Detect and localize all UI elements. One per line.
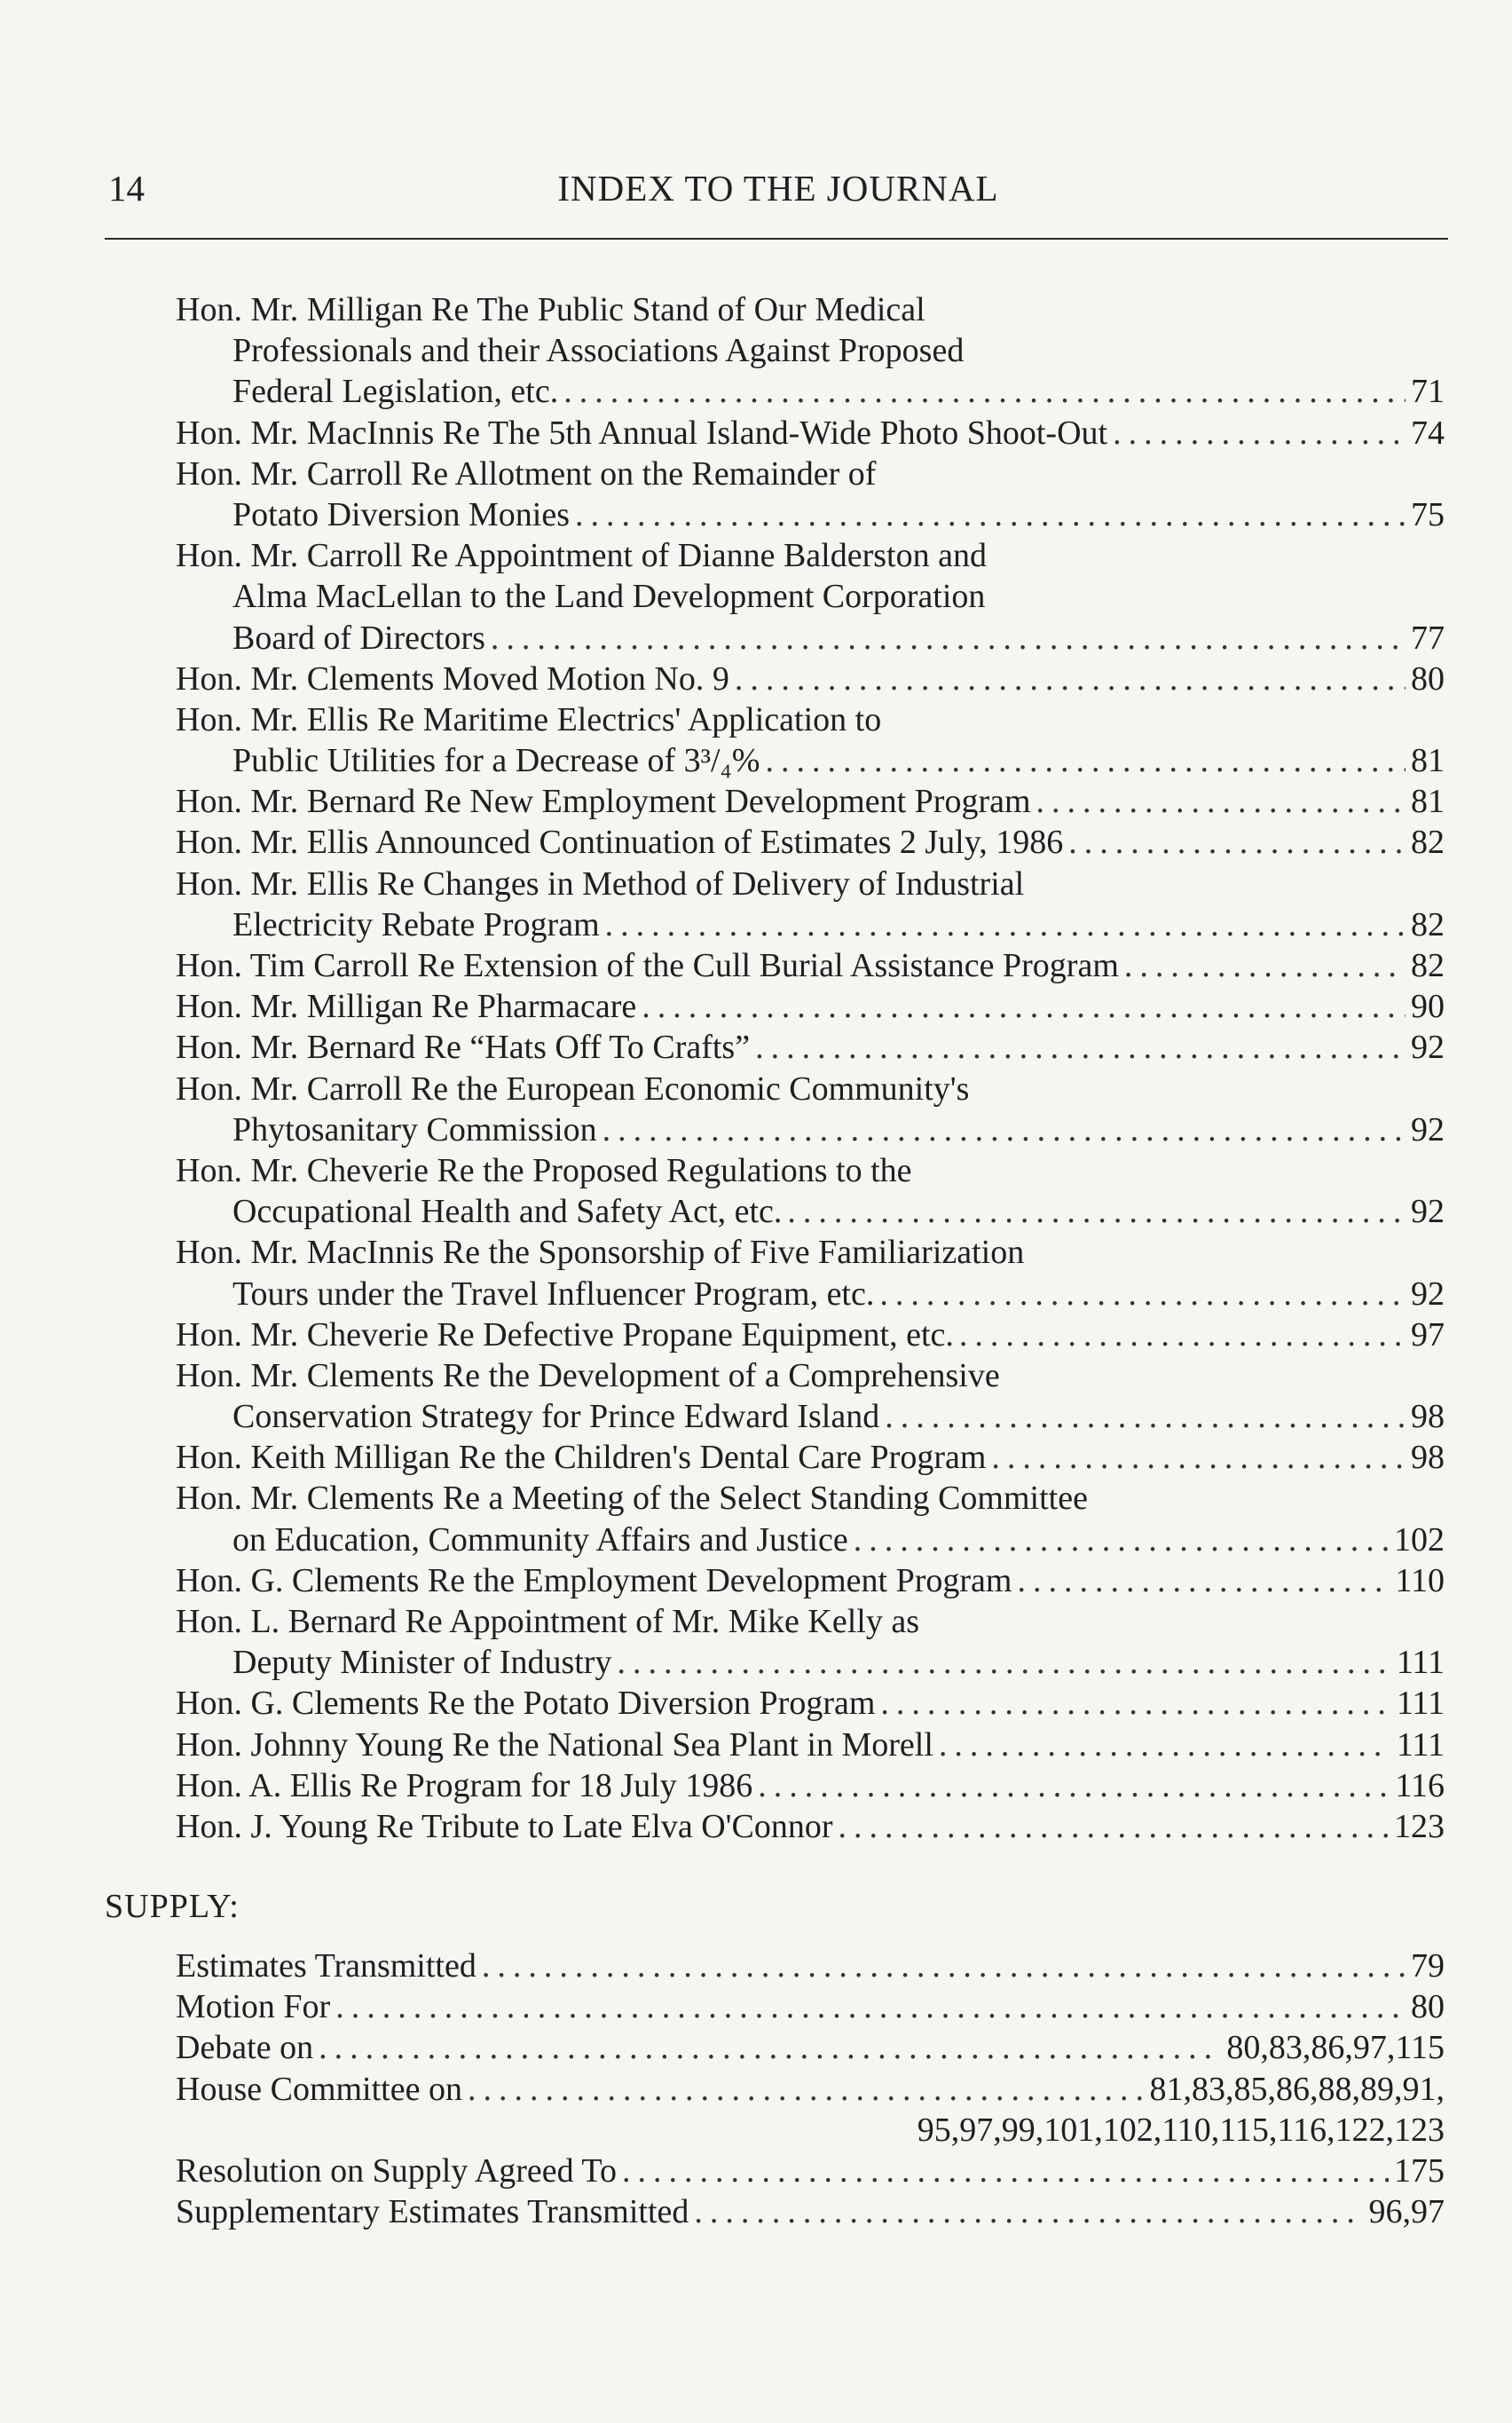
index-entry <box>176 1806 1445 1847</box>
entry-page: 77 <box>1411 619 1445 657</box>
index-entry <box>176 454 1445 535</box>
entry-last-line <box>176 1191 1445 1232</box>
entry-text: Tours under the Travel Influencer Program, etc. <box>232 1275 875 1313</box>
supply-entry <box>176 2191 1445 2232</box>
running-title: INDEX TO THE JOURNAL <box>557 168 999 209</box>
entry-page: 98 <box>1411 1398 1445 1436</box>
entry-line: Hon. Mr. Cheverie Re the Proposed Regulations to the <box>176 1151 912 1189</box>
entry-line: Professionals and their Associations Against Proposed <box>232 332 965 370</box>
entry-text: Hon. Tim Carroll Re Extension of the Cull Burial Assistance Program <box>176 947 1119 984</box>
leader-dots <box>622 2151 1389 2191</box>
entry-text: Hon. Mr. MacInnis Re The 5th Annual Island-Wide Photo Shoot-Out <box>176 414 1108 452</box>
supply-entry <box>176 1986 1445 2027</box>
supply-entry-line <box>176 2069 1445 2110</box>
index-entry <box>176 1069 1445 1150</box>
entry-page: 175 <box>1394 2151 1445 2190</box>
entry-page: 90 <box>1411 988 1445 1026</box>
leader-dots <box>880 1683 1390 1724</box>
leader-dots <box>758 1765 1390 1806</box>
index-entries <box>176 289 1445 1847</box>
leader-dots <box>879 1274 1406 1314</box>
leader-dots <box>885 1396 1406 1437</box>
entry-text: on Education, Community Affairs and Justice <box>232 1520 848 1559</box>
entry-page: 81,83,85,86,88,89,91, <box>1149 2070 1445 2108</box>
supply-entry <box>176 2027 1445 2068</box>
supply-entry-line <box>176 2151 1445 2191</box>
leader-dots <box>605 904 1406 945</box>
entry-page: 116 <box>1395 1766 1445 1804</box>
leader-dots <box>991 1437 1406 1478</box>
index-entry <box>176 1683 1445 1724</box>
leader-dots <box>575 494 1406 535</box>
index-entry <box>176 781 1445 822</box>
leader-dots <box>617 1642 1390 1683</box>
leader-dots <box>1113 413 1406 454</box>
index-entry <box>176 864 1445 945</box>
entry-line: Hon. Mr. MacInnis Re the Sponsorship of Five Familiarization <box>176 1234 1025 1272</box>
entry-text: House Committee on <box>176 2070 462 2108</box>
entry-page: 79 <box>1411 1947 1445 1985</box>
entry-last-line <box>176 1109 1445 1150</box>
entry-page: 80 <box>1411 659 1445 698</box>
entry-page: 111 <box>1396 1644 1445 1682</box>
entry-last-line <box>176 1437 1445 1478</box>
entry-last-line <box>176 740 1445 781</box>
index-entry <box>176 659 1445 699</box>
entry-page: 96,97 <box>1368 2193 1445 2231</box>
entry-text: Hon. G. Clements Re the Employment Development Program <box>176 1561 1012 1599</box>
leader-dots <box>335 1986 1406 2027</box>
entry-page: 111 <box>1396 1725 1445 1764</box>
entry-last-line <box>176 904 1445 945</box>
entry-line: Hon. Mr. Ellis Re Changes in Method of Delivery of Industrial <box>176 864 1025 903</box>
entry-last-line <box>176 1519 1445 1560</box>
supply-entry <box>176 1946 1445 1986</box>
entry-last-line <box>176 945 1445 986</box>
index-entry <box>176 1765 1445 1806</box>
entry-last-line <box>176 1642 1445 1683</box>
entry-page: 75 <box>1411 495 1445 533</box>
entry-text: Deputy Minister of Industry <box>232 1644 612 1682</box>
entry-text: Public Utilities for a Decrease of 3³/₄% <box>232 742 760 780</box>
leader-dots <box>765 740 1406 781</box>
entry-text: Hon. Mr. Milligan Re Pharmacare <box>176 988 637 1026</box>
index-entry <box>176 945 1445 986</box>
entry-page: 82 <box>1411 824 1445 862</box>
index-entry <box>176 1232 1445 1314</box>
entry-text: Phytosanitary Commission <box>232 1110 597 1148</box>
entry-page: 97 <box>1411 1315 1445 1354</box>
page-header <box>108 167 1448 217</box>
entry-text: Hon. Mr. Clements Moved Motion No. 9 <box>176 659 729 698</box>
leader-dots <box>755 1027 1406 1068</box>
index-entry <box>176 1560 1445 1601</box>
entry-page: 81 <box>1411 783 1445 821</box>
leader-dots <box>854 1519 1389 1560</box>
index-entry <box>176 1355 1445 1437</box>
index-entry <box>176 1314 1445 1355</box>
entry-text: Board of Directors <box>232 619 485 657</box>
entry-line: Hon. Mr. Ellis Re Maritime Electrics' Application to <box>176 700 882 738</box>
leader-dots <box>563 371 1406 412</box>
entry-page: 92 <box>1411 1029 1445 1067</box>
supply-entry-line <box>176 1946 1445 1986</box>
entry-page: 92 <box>1411 1193 1445 1231</box>
entry-page: 82 <box>1411 905 1445 943</box>
supply-entry-line <box>176 2191 1445 2232</box>
entry-line: Alma MacLellan to the Land Development Corporation <box>232 578 986 616</box>
entry-last-line <box>176 618 1445 659</box>
leader-dots <box>319 2027 1221 2068</box>
leader-dots <box>694 2191 1363 2232</box>
leader-dots <box>602 1109 1406 1150</box>
index-entry <box>176 1437 1445 1478</box>
entry-text: Hon. Mr. Cheverie Re Defective Propane Equipment, etc. <box>176 1315 954 1354</box>
entry-last-line <box>176 1274 1445 1314</box>
entry-text: Federal Legislation, etc. <box>232 373 559 411</box>
entry-text: Resolution on Supply Agreed To <box>176 2151 617 2190</box>
entry-text: Hon. Keith Milligan Re the Children's Dental Care Program <box>176 1439 987 1477</box>
entry-last-line <box>176 1314 1445 1355</box>
leader-dots <box>787 1191 1406 1232</box>
index-entry <box>176 822 1445 863</box>
leader-dots <box>642 986 1406 1027</box>
index-entry <box>176 535 1445 659</box>
supply-entries <box>176 1946 1445 2232</box>
entry-text: Hon. G. Clements Re the Potato Diversion Program <box>176 1685 876 1723</box>
entry-last-line <box>176 494 1445 535</box>
leader-dots <box>491 618 1406 659</box>
leader-dots <box>939 1725 1391 1765</box>
entry-last-line <box>176 1806 1445 1847</box>
entry-page: 92 <box>1411 1110 1445 1148</box>
entry-line: Hon. Mr. Clements Re the Development of a Comprehensive <box>176 1356 1000 1394</box>
index-entry <box>176 1601 1445 1683</box>
leader-dots <box>1068 822 1406 863</box>
leader-dots <box>1124 945 1406 986</box>
entry-text: Motion For <box>176 1988 331 2026</box>
entry-page-continuation: 95,97,99,101,102,110,115,116,122,123 <box>917 2111 1445 2149</box>
leader-dots <box>1036 781 1406 822</box>
entry-page: 82 <box>1411 947 1445 984</box>
entry-last-line <box>176 1683 1445 1724</box>
entry-page: 92 <box>1411 1275 1445 1313</box>
entry-page: 98 <box>1411 1439 1445 1477</box>
entry-last-line <box>176 986 1445 1027</box>
entry-line: Hon. Mr. Clements Re a Meeting of the Select Standing Committee <box>176 1480 1088 1518</box>
supply-entry <box>176 2069 1445 2151</box>
header-rule <box>105 238 1448 240</box>
supply-entry-line <box>176 1986 1445 2027</box>
leader-dots <box>735 659 1406 699</box>
leader-dots <box>482 1946 1406 1986</box>
index-entry <box>176 1150 1445 1232</box>
entry-line: Hon. Mr. Carroll Re Allotment on the Remainder of <box>176 454 877 493</box>
supply-entry-line <box>176 2027 1445 2068</box>
entry-last-line <box>176 659 1445 699</box>
entry-page: 123 <box>1394 1807 1445 1845</box>
leader-dots <box>959 1314 1406 1355</box>
entry-text: Debate on <box>176 2029 314 2067</box>
entry-page: 80,83,86,97,115 <box>1226 2029 1445 2067</box>
entry-last-line <box>176 781 1445 822</box>
entry-text: Conservation Strategy for Prince Edward Island <box>232 1398 880 1436</box>
index-entry <box>176 699 1445 781</box>
leader-dots <box>1017 1560 1390 1601</box>
supply-entry <box>176 2151 1445 2191</box>
index-entry <box>176 1478 1445 1559</box>
entry-text: Hon. Mr. Bernard Re “Hats Off To Crafts” <box>176 1029 751 1067</box>
entry-last-line <box>176 822 1445 863</box>
entry-text: Estimates Transmitted <box>176 1947 476 1985</box>
entry-text: Electricity Rebate Program <box>232 905 600 943</box>
entry-text: Occupational Health and Safety Act, etc. <box>232 1193 783 1231</box>
entry-text: Hon. J. Young Re Tribute to Late Elva O'Connor <box>176 1807 833 1845</box>
entry-last-line <box>176 371 1445 412</box>
entry-last-line <box>176 1725 1445 1765</box>
entry-last-line <box>176 1027 1445 1068</box>
entry-page: 110 <box>1395 1561 1445 1599</box>
entry-text: Hon. Mr. Ellis Announced Continuation of Estimates 2 July, 1986 <box>176 824 1064 862</box>
entry-page: 74 <box>1411 414 1445 452</box>
entry-text: Hon. Johnny Young Re the National Sea Plant in Morell <box>176 1725 933 1764</box>
entry-last-line <box>176 413 1445 454</box>
index-entry <box>176 289 1445 413</box>
entry-page: 102 <box>1394 1520 1445 1559</box>
entry-page: 71 <box>1411 373 1445 411</box>
entry-last-line <box>176 1560 1445 1601</box>
entry-page: 80 <box>1411 1988 1445 2026</box>
index-entry <box>176 413 1445 454</box>
leader-dots <box>468 2069 1145 2110</box>
entry-text: Potato Diversion Monies <box>232 495 570 533</box>
entry-line: Hon. Mr. Carroll Re the European Economic Community's <box>176 1069 970 1108</box>
entry-text: Supplementary Estimates Transmitted <box>176 2193 689 2231</box>
page-number: 14 <box>108 168 145 209</box>
entry-line: Hon. Mr. Milligan Re The Public Stand of Our Medical <box>176 291 925 328</box>
entry-last-line <box>176 1765 1445 1806</box>
entry-last-line <box>176 1396 1445 1437</box>
entry-page: 111 <box>1396 1685 1445 1723</box>
section-title-supply: SUPPLY: <box>105 1888 240 1925</box>
index-entry <box>176 986 1445 1027</box>
entry-line: Hon. Mr. Carroll Re Appointment of Dianne Balderston and <box>176 537 987 575</box>
entry-line: Hon. L. Bernard Re Appointment of Mr. Mike Kelly as <box>176 1603 919 1640</box>
index-entry <box>176 1027 1445 1068</box>
entry-page: 81 <box>1411 742 1445 780</box>
index-entry <box>176 1725 1445 1765</box>
entry-text: Hon. A. Ellis Re Program for 18 July 1986 <box>176 1766 753 1804</box>
leader-dots <box>838 1806 1389 1847</box>
entry-text: Hon. Mr. Bernard Re New Employment Development Program <box>176 783 1031 821</box>
